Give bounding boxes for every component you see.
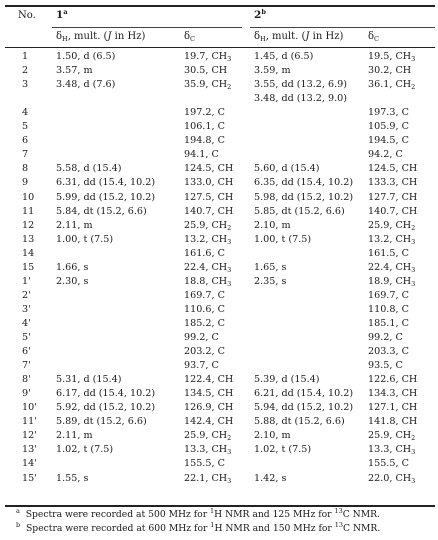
table-cell-c2: 105.9, C bbox=[368, 121, 409, 133]
table-cell-c1: 35.9, $CH_2$ bbox=[184, 79, 232, 92]
table-cell-no: 1 bbox=[22, 51, 29, 62]
table-cell-c2: 110.8, C bbox=[368, 303, 409, 315]
table-cell-c1: 134.5, CH bbox=[184, 388, 234, 400]
table-cell-c1: 142.4, CH bbox=[184, 416, 234, 428]
table-cell-h2: 1.42, s bbox=[254, 472, 287, 484]
compound-1-underline bbox=[52, 27, 242, 28]
table-cell-c1: 197.2, C bbox=[184, 107, 225, 119]
table-cell-no: 3' bbox=[22, 303, 31, 315]
table-cell-c1: 110.6, C bbox=[184, 303, 225, 315]
table-cell-h2: 3.48, dd (13.2, 9.0) bbox=[254, 93, 347, 105]
table-cell-c1: 203.2, C bbox=[184, 346, 225, 358]
table-cell-c1: 124.5, CH bbox=[184, 163, 234, 175]
header-delta-h-1: $\delta_H$, mult. (J in Hz) bbox=[56, 31, 146, 43]
table-cell-c2: 203.3, C bbox=[368, 346, 409, 358]
table-cell-h1: 2.30, s bbox=[56, 275, 89, 287]
table-cell-no: 6' bbox=[22, 346, 31, 358]
table-cell-c1: 22.1, $CH_3$ bbox=[184, 472, 232, 485]
table-cell-no: 8 bbox=[22, 163, 29, 175]
table-cell-c2: 22.0, $CH_3$ bbox=[368, 472, 416, 485]
table-cell-no: 8' bbox=[22, 374, 31, 386]
table-cell-c2: 22.4, $CH_3$ bbox=[368, 261, 416, 274]
table-cell-no: 2' bbox=[22, 289, 31, 301]
table-cell-no: 5 bbox=[22, 121, 29, 133]
table-cell-h2: 6.35, dd (15.4, 10.2) bbox=[254, 177, 354, 189]
table-cell-h1: 1.55, s bbox=[56, 472, 89, 484]
table-cell-c2: 134.3, CH bbox=[368, 388, 418, 400]
table-cell-h2: 6.21, dd (15.4, 10.2) bbox=[254, 388, 354, 400]
table-cell-c2: 197.3, C bbox=[368, 107, 409, 119]
table-cell-no: 14' bbox=[22, 458, 37, 470]
table-cell-no: 9 bbox=[22, 177, 29, 189]
table-cell-h1: 1.02, t (7.5) bbox=[56, 444, 114, 456]
table-cell-h1: 3.57, m bbox=[56, 65, 93, 77]
table-cell-c2: 133.3, CH bbox=[368, 177, 418, 189]
table-cell-c1: 155.5, C bbox=[184, 458, 225, 470]
table-cell-h1: 2.11, m bbox=[56, 219, 93, 231]
table-cell-h2: 2.10, m bbox=[254, 430, 291, 442]
table-cell-no: 2 bbox=[22, 65, 29, 77]
table-cell-c2: 36.1, $CH_2$ bbox=[368, 79, 416, 92]
table-cell-c2: 169.7, C bbox=[368, 289, 409, 301]
table-cell-no: 15' bbox=[22, 472, 37, 484]
table-cell-h1: 5.31, d (15.4) bbox=[56, 374, 122, 386]
table-cell-c1: 19.7, $CH_3$ bbox=[184, 51, 232, 63]
table-cell-c1: 106.1, C bbox=[184, 121, 225, 133]
table-cell-c2: 18.9, $CH_3$ bbox=[368, 275, 416, 288]
table-cell-c2: 13.2, $CH_3$ bbox=[368, 233, 416, 246]
table-cell-no: 3 bbox=[22, 79, 29, 91]
table-cell-no: 7 bbox=[22, 149, 29, 161]
table-cell-c2: 140.7, CH bbox=[368, 205, 418, 217]
table-cell-c1: 94.1, C bbox=[184, 149, 219, 161]
table-cell-c1: 13.3, $CH_3$ bbox=[184, 444, 232, 457]
table-cell-c1: 169.7, C bbox=[184, 289, 225, 301]
table-cell-no: 4' bbox=[22, 317, 31, 329]
table-cell-c2: 124.5, CH bbox=[368, 163, 418, 175]
table-cell-h1: 5.99, dd (15.2, 10.2) bbox=[56, 191, 156, 203]
table-cell-h2: 3.55, dd (13.2, 6.9) bbox=[254, 79, 347, 91]
compound-2-underline bbox=[250, 27, 435, 28]
table-cell-c2: 127.1, CH bbox=[368, 402, 418, 414]
table-cell-h2: 5.88, dt (15.2, 6.6) bbox=[254, 416, 345, 428]
header-delta-h-2: $\delta_H$, mult. (J in Hz) bbox=[254, 31, 344, 43]
table-cell-h2: 1.65, s bbox=[254, 261, 287, 273]
table-cell-h2: 2.10, m bbox=[254, 219, 291, 231]
table-cell-c1: 18.8, $CH_3$ bbox=[184, 275, 232, 288]
table-cell-no: 13 bbox=[22, 233, 35, 245]
table-cell-c1: 30.5, CH bbox=[184, 65, 228, 77]
table-cell-c1: 99.2, C bbox=[184, 332, 219, 343]
table-cell-c1: 140.7, CH bbox=[184, 205, 234, 217]
table-cell-no: 10' bbox=[22, 402, 37, 414]
table-cell-c2: 185.1, C bbox=[368, 317, 409, 329]
table-cell-c1: 194.8, C bbox=[184, 135, 225, 147]
table-cell-h2: 5.85, dt (15.2, 6.6) bbox=[254, 205, 345, 217]
header-no: No. bbox=[18, 10, 36, 21]
table-cell-c1: 133.0, CH bbox=[184, 177, 234, 189]
table-cell-c1: 25.9, $CH_2$ bbox=[184, 219, 232, 232]
table-cell-c1: 22.4, $CH_3$ bbox=[184, 261, 232, 274]
table-cell-c2: 194.5, C bbox=[368, 135, 409, 147]
table-cell-h1: 2.11, m bbox=[56, 430, 93, 442]
header-compound-1: 1$^a$ bbox=[56, 8, 68, 21]
table-cell-c1: 13.2, $CH_3$ bbox=[184, 233, 232, 246]
table-cell-no: 4 bbox=[22, 107, 29, 119]
table-cell-no: 12' bbox=[22, 430, 37, 442]
table-cell-c2: 94.2, C bbox=[368, 149, 403, 161]
table-cell-c2: 161.5, C bbox=[368, 247, 409, 259]
table-cell-h1: 3.48, d (7.6) bbox=[56, 79, 116, 91]
table-cell-h1: 1.50, d (6.5) bbox=[56, 51, 116, 62]
table-cell-no: 5' bbox=[22, 332, 31, 343]
table-cell-c2: 93.5, C bbox=[368, 360, 403, 372]
table-cell-c1: 185.2, C bbox=[184, 317, 225, 329]
table-cell-no: 11 bbox=[22, 205, 35, 217]
table-top-rule bbox=[5, 5, 435, 7]
table-cell-c2: 19.5, $CH_3$ bbox=[368, 51, 416, 63]
header-delta-c-2: $\delta_C$ bbox=[368, 31, 380, 43]
table-cell-h2: 1.45, d (6.5) bbox=[254, 51, 314, 62]
table-cell-h1: 6.17, dd (15.4, 10.2) bbox=[56, 388, 156, 400]
table-cell-c1: 161.6, C bbox=[184, 247, 225, 259]
footnote-b: $^b$ Spectra were recorded at 600 MHz for $^1$H NMR and 150 MHz for $^{13}$C NMR. bbox=[16, 521, 381, 534]
table-cell-c1: 122.4, CH bbox=[184, 374, 234, 386]
table-cell-no: 13' bbox=[22, 444, 37, 456]
table-cell-h2: 5.94, dd (15.2, 10.2) bbox=[254, 402, 354, 414]
table-cell-c1: 127.5, CH bbox=[184, 191, 234, 203]
table-cell-h1: 5.84, dt (15.2, 6.6) bbox=[56, 205, 147, 217]
table-cell-no: 11' bbox=[22, 416, 37, 428]
table-cell-c1: 126.9, CH bbox=[184, 402, 234, 414]
table-cell-c2: 155.5, C bbox=[368, 458, 409, 470]
table-cell-no: 6 bbox=[22, 135, 29, 147]
table-cell-h2: 5.60, d (15.4) bbox=[254, 163, 320, 175]
header-compound-2: 2$^b$ bbox=[254, 8, 266, 21]
table-cell-h1: 5.92, dd (15.2, 10.2) bbox=[56, 402, 156, 414]
table-cell-h1: 5.58, d (15.4) bbox=[56, 163, 122, 175]
table-cell-no: 10 bbox=[22, 191, 35, 203]
table-cell-h2: 1.00, t (7.5) bbox=[254, 233, 312, 245]
table-cell-c2: 25.9, $CH_2$ bbox=[368, 219, 416, 232]
table-cell-no: 12 bbox=[22, 219, 35, 231]
table-cell-no: 15 bbox=[22, 261, 35, 273]
table-cell-no: 14 bbox=[22, 247, 35, 259]
table-bottom-rule bbox=[5, 505, 435, 507]
table-cell-h2: 5.98, dd (15.2, 10.2) bbox=[254, 191, 354, 203]
table-cell-h1: 1.66, s bbox=[56, 261, 89, 273]
table-cell-h2: 1.02, t (7.5) bbox=[254, 444, 312, 456]
table-cell-h1: 1.00, t (7.5) bbox=[56, 233, 114, 245]
table-cell-c2: 13.3, $CH_3$ bbox=[368, 444, 416, 457]
table-cell-no: 7' bbox=[22, 360, 31, 372]
table-cell-c2: 141.8, CH bbox=[368, 416, 418, 428]
table-cell-no: 1' bbox=[22, 275, 31, 287]
table-cell-h1: 5.89, dt (15.2, 6.6) bbox=[56, 416, 147, 428]
table-cell-c2: 122.6, CH bbox=[368, 374, 418, 386]
table-cell-c1: 25.9, $CH_2$ bbox=[184, 430, 232, 443]
table-cell-h2: 3.59, m bbox=[254, 65, 291, 77]
footnote-a: $^a$ Spectra were recorded at 500 MHz for $^1$H NMR and 125 MHz for $^{13}$C NMR. bbox=[16, 507, 380, 520]
table-cell-h2: 2.35, s bbox=[254, 275, 287, 287]
table-cell-c1: 93.7, C bbox=[184, 360, 219, 372]
header-delta-c-1: $\delta_C$ bbox=[184, 31, 196, 43]
table-cell-h1: 6.31, dd (15.4, 10.2) bbox=[56, 177, 156, 189]
header-bottom-rule bbox=[5, 47, 435, 48]
table-cell-c2: 99.2, C bbox=[368, 332, 403, 343]
table-cell-h2: 5.39, d (15.4) bbox=[254, 374, 320, 386]
table-cell-c2: 25.9, $CH_2$ bbox=[368, 430, 416, 443]
table-cell-c2: 30.2, CH bbox=[368, 65, 412, 77]
table-cell-no: 9' bbox=[22, 388, 31, 400]
table-cell-c2: 127.7, CH bbox=[368, 191, 418, 203]
